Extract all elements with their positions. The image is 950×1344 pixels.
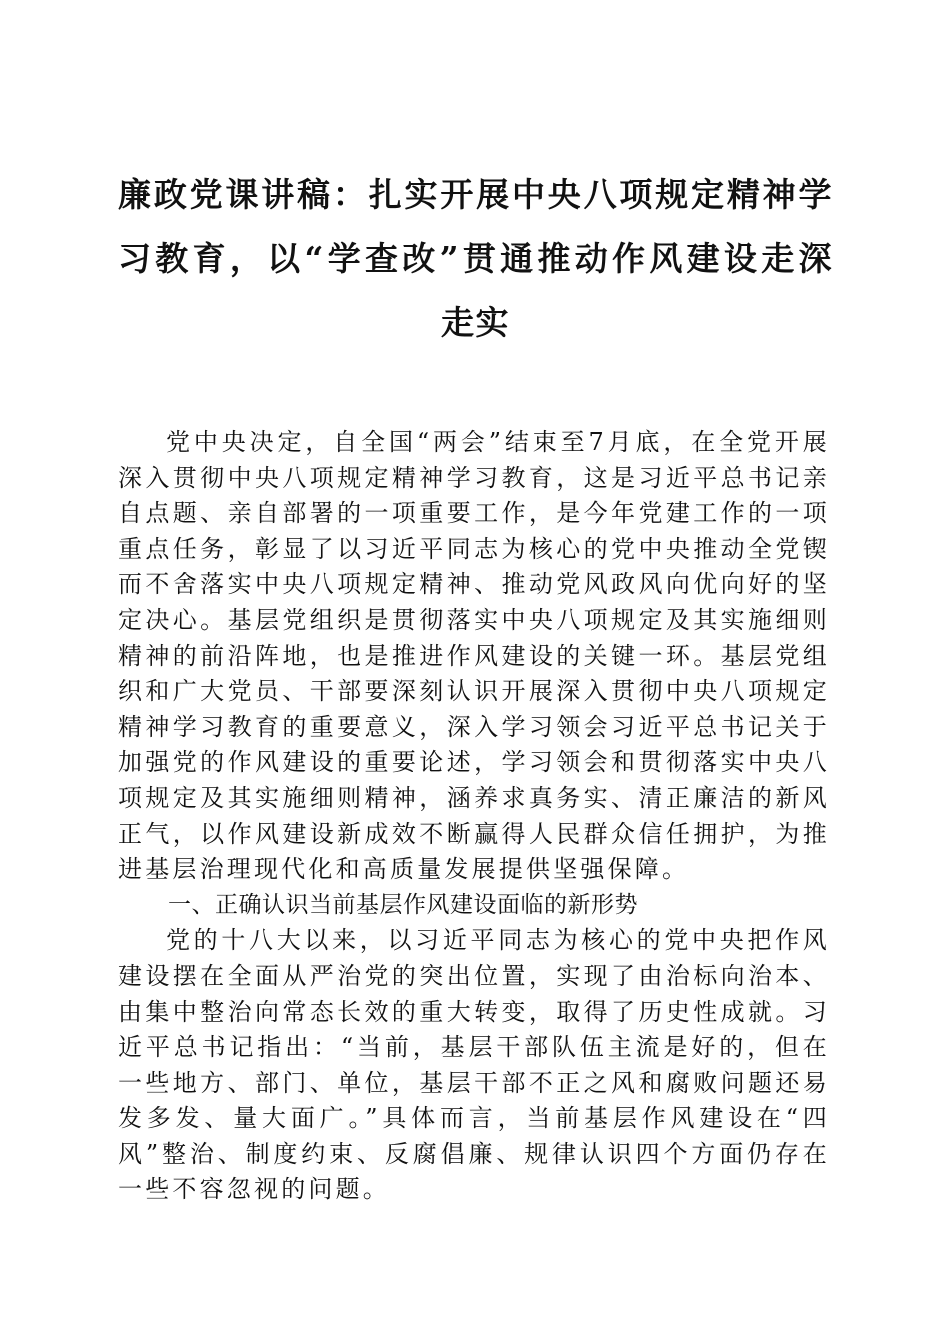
title-line: 走实 bbox=[441, 303, 510, 342]
body-paragraph: 党中央决定，自全国“两会”结束至7月底，在全党开展深入贯彻中央八项规定精神学习教育，这是习近平总书记亲自点题、亲自部署的一项重要工作，是今年党建工作的一项重点任务，彰显了以习近平同志为核心的党中央推动全党锲而不舍落实中央八项规定精神、推动党风政风向优向好的坚定决心。基层党组织是贯彻落实中央八项规定及其实施细则精神的前沿阵地，也是推进作风建设的关键一环。基层党组织和广大党员、干部要深刻认识开展深入贯彻中央八项规定精神学习教育的重要意义，深入学习领会习近平总书记关于加强党的作风建设的重要论述，学习领会和贯彻落实中央八项规定及其实施细则精神，涵养求真务实、清正廉洁的新风正气，以作风建设新成效不断赢得人民群众信任拥护，为推进基层治理现代化和高质量发展提供坚强保障。 bbox=[118, 428, 830, 884]
document-title bbox=[118, 163, 833, 355]
body-paragraph: 党的十八大以来，以习近平同志为核心的党中央把作风建设摆在全面从严治党的突出位置，实现了由治标向治本、由集中整治向常态长效的重大转变，取得了历史性成就。习近平总书记指出：“当前，基层干部队伍主流是好的，但在一些地方、部门、单位，基层干部不正之风和腐败问题还易发多发、量大面广。”具体而言，当前基层作风建设在“四风”整治、制度约束、反腐倡廉、规律认识四个方面仍存在一些不容忽视的问题。 bbox=[118, 926, 830, 1204]
title-line: 习教育，以“学查改”贯通推动作风建设走深 bbox=[118, 239, 833, 278]
section-heading: 一、正确认识当前基层作风建设面临的新形势 bbox=[168, 891, 638, 918]
title-line: 廉政党课讲稿：扎实开展中央八项规定精神学 bbox=[118, 175, 833, 214]
document-body bbox=[118, 425, 830, 1208]
